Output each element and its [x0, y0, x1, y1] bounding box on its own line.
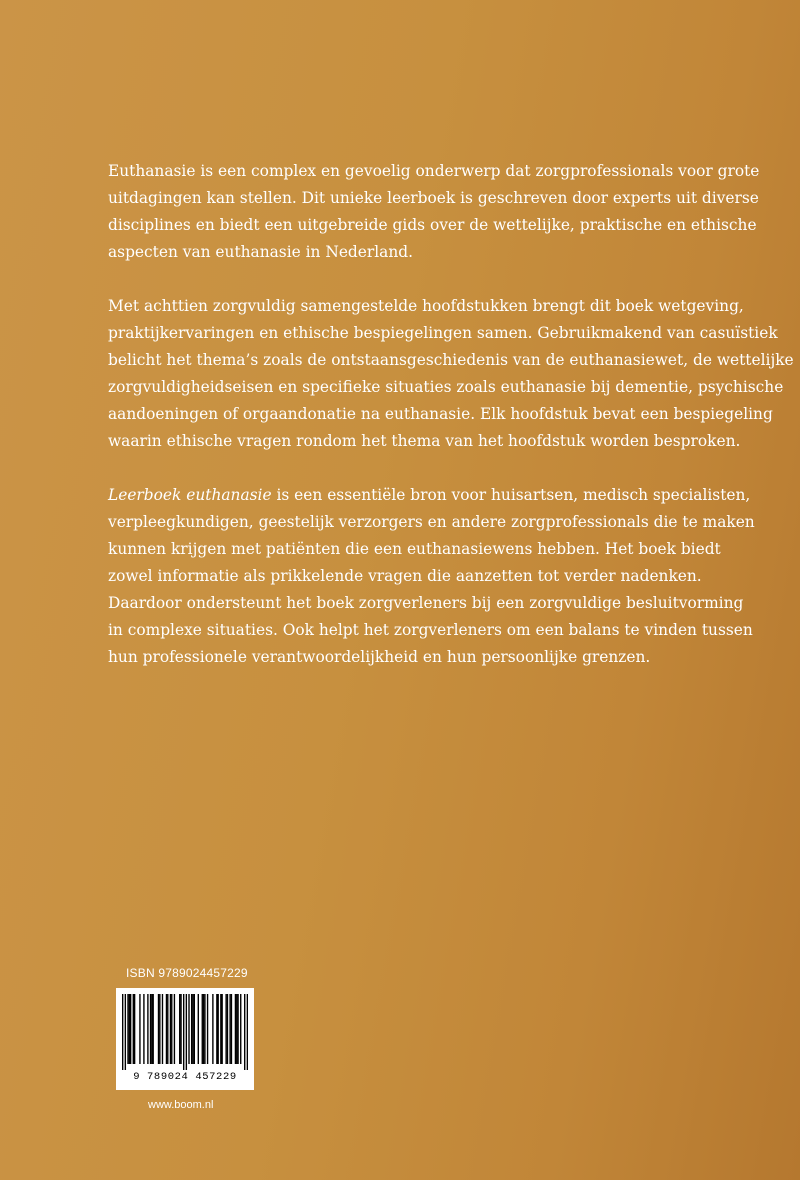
back-cover-blurb — [108, 158, 794, 698]
barcode-bar — [147, 994, 148, 1064]
barcode-bar — [220, 994, 221, 1064]
barcode-bar — [188, 994, 189, 1064]
barcode-bar — [133, 994, 134, 1064]
barcode-bar — [204, 994, 205, 1064]
barcode-bar — [129, 994, 130, 1064]
barcode-bar — [171, 994, 172, 1064]
barcode-bar — [231, 994, 232, 1064]
barcode-bar — [122, 994, 123, 1070]
barcode-bar — [125, 994, 126, 1070]
barcode-bar — [216, 994, 217, 1064]
blurb-line: zorgvuldigheidseisen en specifieke situaties zoals euthanasie bij dementie, psychische — [108, 378, 784, 396]
barcode-bar — [235, 994, 236, 1064]
barcode-bar — [134, 994, 135, 1064]
blurb-line: aspecten van euthanasie in Nederland. — [108, 243, 414, 261]
blurb-line: zowel informatie als prikkelende vragen die aanzetten tot verder nadenken. — [108, 567, 702, 585]
barcode-bar — [179, 994, 180, 1064]
barcode-bar — [198, 994, 199, 1064]
barcode-bar — [158, 994, 159, 1064]
barcode-bar — [143, 994, 144, 1064]
barcode-bar — [150, 994, 151, 1064]
blurb-line: hun professionele verantwoordelijkheid en hun persoonlijke grenzen. — [108, 648, 651, 666]
barcode-bar — [240, 994, 241, 1064]
blurb-line: belicht het thema’s zoals de ontstaansgeschiedenis van de euthanasiewet, de wettelijke — [108, 351, 794, 369]
barcode-bar — [162, 994, 163, 1064]
barcode-bar — [166, 994, 167, 1064]
blurb-paragraph-2 — [108, 293, 794, 455]
barcode-bar — [221, 994, 222, 1064]
blurb-line: Met achttien zorgvuldig samengestelde hoofdstukken brengt dit boek wetgeving, — [108, 297, 744, 315]
barcode-bar — [139, 994, 140, 1064]
barcode — [116, 988, 254, 1090]
blurb-line: aandoeningen of orgaandonatie na euthanasie. Elk hoofdstuk bevat een bespiegeling — [108, 405, 773, 423]
blurb-paragraph-1 — [108, 158, 760, 266]
barcode-bar — [127, 994, 128, 1064]
barcode-bar — [225, 994, 226, 1064]
barcode-bar — [212, 994, 213, 1064]
blurb-line: Euthanasie is een complex en gevoelig onderwerp dat zorgprofessionals voor grote — [108, 162, 760, 180]
barcode-bar — [237, 994, 238, 1064]
barcode-bars — [122, 994, 248, 1070]
blurb-line: disciplines en biedt een uitgebreide gids over de wettelijke, praktische en ethische — [108, 216, 757, 234]
publisher-url: www.boom.nl — [148, 1099, 214, 1111]
blurb-line: in complexe situaties. Ook helpt het zorgverleners om een balans te vinden tussen — [108, 621, 753, 639]
blurb-line: Daardoor ondersteunt het boek zorgverleners bij een zorgvuldige besluitvorming — [108, 594, 744, 612]
barcode-bar — [247, 994, 248, 1070]
barcode-bar — [151, 994, 152, 1064]
blurb-paragraph-3 — [108, 482, 755, 671]
barcode-bar — [191, 994, 192, 1064]
barcode-bar — [244, 994, 245, 1070]
isbn-label: ISBN 9789024457229 — [126, 966, 248, 980]
barcode-bar — [153, 994, 154, 1064]
book-title: Leerboek euthanasie — [108, 486, 272, 504]
barcode-bar — [236, 994, 237, 1064]
blurb-line: kunnen krijgen met patiënten die een euthanasiewens hebben. Het boek biedt — [108, 540, 721, 558]
barcode-bar — [194, 994, 195, 1064]
barcode-bar — [130, 994, 131, 1064]
barcode-bar — [186, 994, 187, 1070]
blurb-line: waarin ethische vragen rondom het thema van het hoofdstuk worden besproken. — [108, 432, 741, 450]
barcode-bar — [192, 994, 193, 1064]
blurb-line: verpleegkundigen, geestelijk verzorgers en andere zorgprofessionals die te maken — [108, 513, 755, 531]
barcode-bar — [174, 994, 175, 1064]
barcode-bar — [217, 994, 218, 1064]
blurb-line: uitdagingen kan stellen. Dit unieke leerboek is geschreven door experts uit diverse — [108, 189, 759, 207]
barcode-bar — [227, 994, 228, 1064]
barcode-bar — [207, 994, 208, 1064]
blurb-line — [108, 482, 751, 509]
barcode-bar — [159, 994, 160, 1064]
barcode-digits: 9 789024 457229 — [133, 1071, 237, 1083]
barcode-bar — [203, 994, 204, 1064]
blurb-line: praktijkervaringen en ethische bespiegelingen samen. Gebruikmakend van casuïstiek — [108, 324, 778, 342]
barcode-bar — [202, 994, 203, 1064]
blurb-line-rest: is een essentiële bron voor huisartsen, medisch specialisten, — [271, 486, 751, 504]
barcode-bar — [183, 994, 184, 1070]
barcode-bar — [167, 994, 168, 1064]
barcode-bar — [180, 994, 181, 1064]
barcode-bar — [170, 994, 171, 1064]
barcode-bar — [229, 994, 230, 1064]
